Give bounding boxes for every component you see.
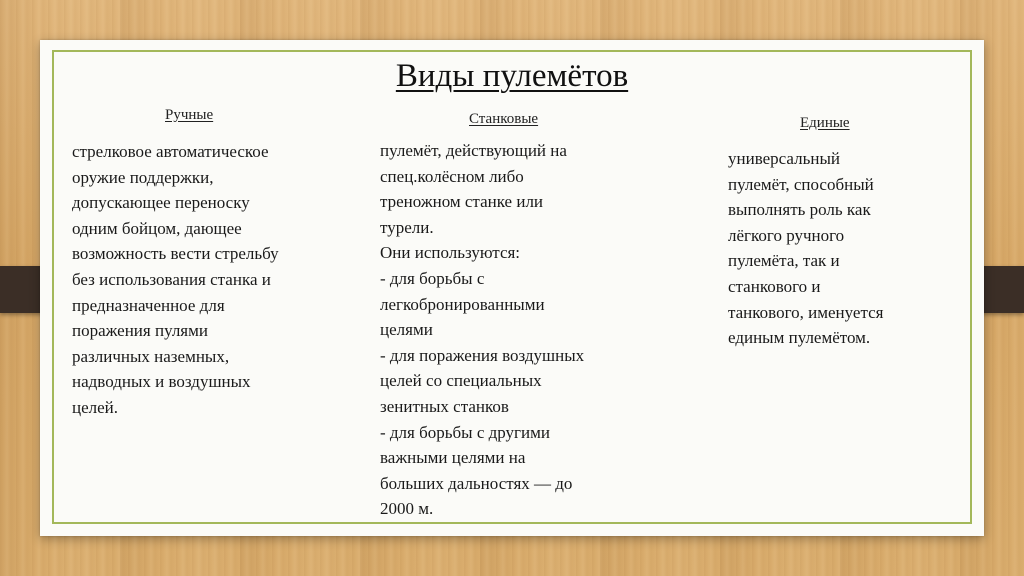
column-heading-mounted: Станковые (469, 111, 539, 127)
column-text-mounted: пулемёт, действующий на спец.колёсном либо треножном станке или турели. Они используются: - для борьбы с легкобронированными целями - для поражения воздушных целей со специальных зенитных станков - для борьбы с другими важными целями на больших дальностях — до 2000 м. (380, 141, 585, 519)
column-heading-manual: Ручные (165, 107, 214, 123)
column-text-manual: стрелковое автоматическое оружие поддержки, допускающее переноску одним бойцом, дающее возможность вести стрельбу без использования станка и предназначенное для поражения пулями различных наземных, надводных и воздушных целей. (72, 142, 279, 417)
slide-card (40, 40, 984, 536)
column-text-universal: универсальный пулемёт, способный выполнять роль как лёгкого ручного пулемёта, так и станкового и танкового, именуется единым пулемётом. (728, 149, 884, 348)
slide-title: Виды пулемётов (395, 58, 629, 94)
column-heading-universal: Единые (800, 115, 850, 131)
